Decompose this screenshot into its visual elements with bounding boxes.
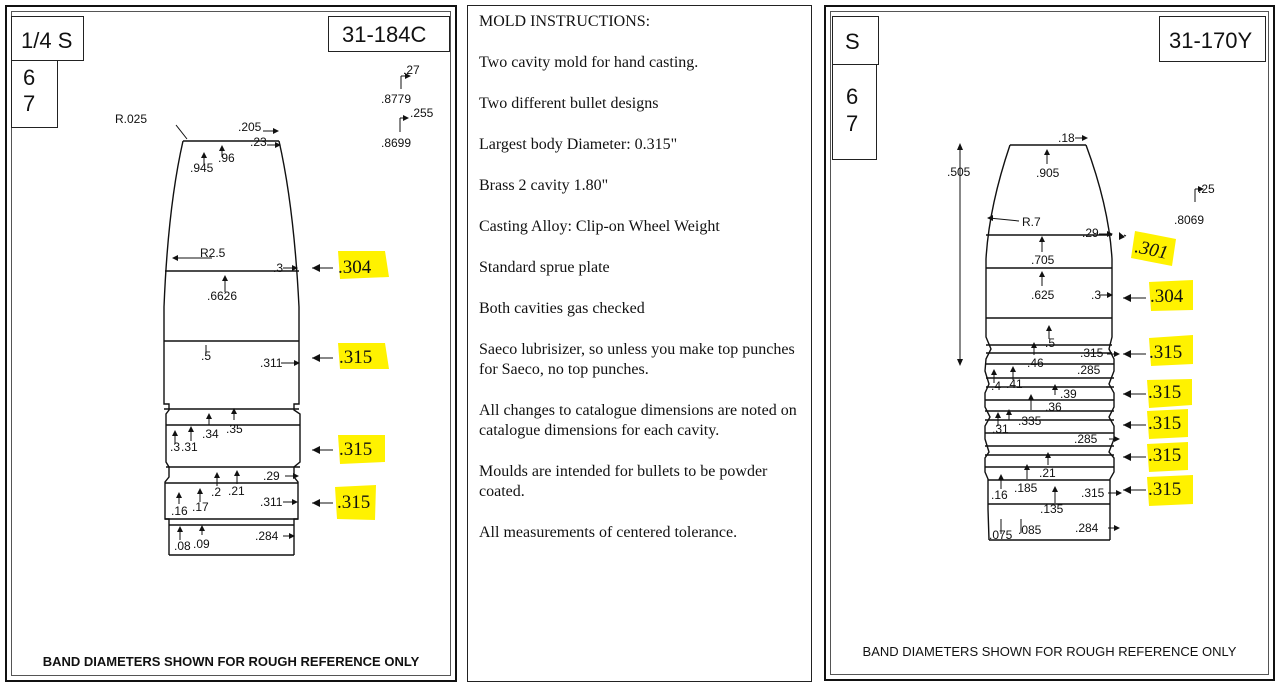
right-part-number: 31-170Y: [1169, 28, 1253, 53]
instruction-item: Two different bullet designs: [479, 95, 659, 112]
dim-label: .16: [171, 504, 188, 518]
dim-label: R.025: [115, 112, 148, 126]
dim-label: .945: [190, 161, 214, 175]
dim-label: .17: [192, 500, 209, 514]
instruction-item: Two cavity mold for hand casting.: [479, 54, 699, 71]
dim-label: .8069: [1174, 213, 1205, 227]
dim-label: .31: [181, 440, 198, 454]
arrowhead: [998, 474, 1004, 480]
dim-label: .255: [410, 106, 434, 120]
dim-label: .29: [1082, 226, 1099, 240]
arrowhead: [1116, 490, 1122, 496]
highlighted-dim: .315: [339, 439, 373, 460]
dim-label: .705: [1031, 253, 1055, 267]
dim-label: .3: [1091, 288, 1102, 302]
instruction-item: Largest body Diameter: 0.315": [479, 136, 678, 153]
highlighted-dim: .315: [1148, 479, 1182, 500]
dim-label: .39: [1060, 387, 1077, 401]
dim-label: .284: [255, 529, 279, 543]
dim-label: .21: [1039, 466, 1056, 480]
arrowhead: [1044, 149, 1050, 155]
right-size-code: S: [845, 29, 860, 54]
instruction-item: Saeco lubrisizer, so unless you make top punches for Saeco, no top punches.: [479, 341, 795, 378]
arrowhead: [201, 152, 207, 158]
dim-label: .36: [1045, 400, 1062, 414]
arrowhead: [1006, 409, 1012, 415]
right-leaders: [960, 138, 1205, 534]
highlighted-dim: .301: [1132, 236, 1170, 264]
dim-label: .625: [1031, 288, 1055, 302]
dim-label: R2.5: [200, 246, 226, 260]
left-part-number: 31-184C: [342, 22, 427, 47]
dim-label: .5: [1045, 336, 1056, 350]
arrowhead: [197, 488, 203, 494]
highlighted-dim: .315: [337, 492, 371, 513]
instruction-item: Standard sprue plate: [479, 259, 610, 276]
dim-label: .29: [263, 469, 280, 483]
arrowhead: [1123, 294, 1131, 302]
right-highlighted-labels: [1133, 236, 1184, 500]
left-bullet-drawing: [7, 7, 455, 680]
left-highlighted-labels: [337, 257, 372, 513]
arrowhead: [222, 275, 228, 281]
dim-label: .8779: [381, 92, 412, 106]
arrowhead: [234, 470, 240, 476]
instructions-list: [479, 53, 804, 564]
instruction-item: All changes to catalogue dimensions are noted on catalogue dimensions for each cavity.: [479, 402, 797, 439]
right-cavity-number: 6: [846, 84, 859, 109]
arrowhead: [172, 430, 178, 436]
arrowhead: [312, 446, 320, 454]
arrowhead: [1114, 351, 1120, 357]
dim-label: .31: [992, 422, 1009, 436]
dim-label: .075: [989, 528, 1013, 542]
dim-label: .135: [1040, 502, 1064, 516]
highlighted-dim: .315: [339, 347, 373, 368]
dim-label: R.7: [1022, 215, 1041, 229]
dim-label: .315: [1080, 346, 1104, 360]
instructions-title: MOLD INSTRUCTIONS:: [479, 13, 651, 30]
dim-label: .2: [211, 485, 222, 499]
dim-label: .46: [1027, 356, 1044, 370]
dim-label: .315: [1081, 486, 1105, 500]
dim-label: .335: [1018, 414, 1042, 428]
arrowhead: [1123, 421, 1131, 429]
arrowhead: [1039, 271, 1045, 277]
arrowhead: [292, 499, 298, 505]
arrowhead: [188, 426, 194, 432]
arrowhead: [293, 473, 299, 479]
arrowhead: [1123, 350, 1131, 358]
dim-label: .25: [1198, 182, 1215, 196]
right-bullet-drawing: [826, 7, 1273, 679]
dim-label: .505: [947, 165, 971, 179]
highlighted-dim: .315: [1149, 342, 1183, 363]
dim-label: .311: [260, 356, 283, 370]
arrowhead: [199, 525, 205, 531]
arrowhead: [177, 526, 183, 532]
arrowhead: [403, 115, 409, 121]
dim-label: .905: [1036, 166, 1060, 180]
dim-label: .09: [193, 537, 210, 551]
instruction-item: Moulds are intended for bullets to be powder coated.: [479, 463, 768, 500]
mold-instructions-panel: [467, 5, 812, 682]
arrowhead: [1010, 366, 1016, 372]
left-footer-note: BAND DIAMETERS SHOWN FOR ROUGH REFERENCE ONLY: [42, 654, 420, 669]
dim-label: .085: [1018, 523, 1042, 537]
dim-label: .16: [991, 488, 1008, 502]
left-dimension-labels: [115, 63, 434, 553]
arrowhead: [1114, 436, 1120, 442]
right-arrowheads: [957, 135, 1204, 531]
arrowhead: [957, 359, 963, 366]
dim-label: .285: [1074, 432, 1098, 446]
highlighted-dim: .315: [1148, 445, 1182, 466]
dim-label: .21: [228, 484, 245, 498]
left-size-code: 1/4 S: [21, 28, 73, 53]
dim-label: .4: [991, 379, 1002, 393]
arrowhead: [957, 143, 963, 150]
highlighted-dim: .304: [338, 257, 372, 278]
highlighted-dim: .304: [1150, 286, 1184, 307]
left-cavity-number: 6: [23, 65, 36, 90]
arrowhead: [206, 413, 212, 419]
arrowhead: [312, 499, 320, 507]
instruction-item: All measurements of centered tolerance.: [479, 524, 738, 541]
dim-label: .41: [1006, 377, 1023, 391]
highlighted-dim: .315: [1148, 413, 1182, 434]
instruction-item: Casting Alloy: Clip-on Wheel Weight: [479, 218, 720, 235]
arrowhead: [995, 412, 1001, 418]
instruction-item: Brass 2 cavity 1.80": [479, 177, 609, 194]
arrowhead: [1114, 525, 1120, 531]
arrowhead: [1123, 453, 1131, 461]
arrowhead: [312, 354, 320, 362]
right-cavity-number: 7: [846, 111, 859, 136]
arrowhead: [1039, 236, 1045, 242]
dim-label: .27: [403, 63, 420, 77]
instruction-item: Both cavities gas checked: [479, 300, 645, 317]
dim-label: .285: [1077, 363, 1101, 377]
dim-label: .205: [238, 120, 262, 134]
arrowhead: [1052, 486, 1058, 492]
arrowhead: [1119, 232, 1125, 240]
arrowhead: [991, 369, 997, 375]
arrowhead: [214, 472, 220, 478]
dim-label: .23: [250, 135, 267, 149]
left-arrowheads: [172, 73, 411, 539]
arrowhead: [176, 492, 182, 498]
dim-label: .96: [218, 151, 235, 165]
dim-label: .18: [1058, 131, 1075, 145]
left-leaders: [175, 76, 412, 540]
dim-label: .284: [1075, 521, 1099, 535]
arrowhead: [312, 264, 320, 272]
left-drawing-panel: [5, 5, 457, 682]
dim-label: .311: [260, 495, 283, 509]
arrowhead: [273, 128, 279, 134]
dim-label: .6626: [207, 289, 238, 303]
dim-label: .8699: [381, 136, 412, 150]
arrowhead: [172, 255, 178, 261]
arrowhead: [1046, 325, 1052, 331]
dim-label: .3: [273, 261, 284, 275]
left-cavity-number: 7: [23, 91, 36, 116]
right-drawing-panel: [824, 5, 1275, 681]
left-highlights: [335, 251, 389, 520]
highlighted-dim: .315: [1148, 382, 1182, 403]
arrowhead: [1082, 135, 1088, 141]
right-footer-note: BAND DIAMETERS SHOWN FOR ROUGH REFERENCE ONLY: [862, 644, 1237, 659]
arrowhead: [1123, 486, 1131, 494]
dim-label: .5: [201, 349, 212, 363]
dim-label: .35: [226, 422, 243, 436]
dim-label: .185: [1014, 481, 1038, 495]
dim-label: .34: [202, 427, 219, 441]
dim-label: .3: [170, 440, 181, 454]
arrowhead: [1123, 390, 1131, 398]
dim-label: .08: [174, 539, 191, 553]
arrowhead: [1028, 394, 1034, 400]
